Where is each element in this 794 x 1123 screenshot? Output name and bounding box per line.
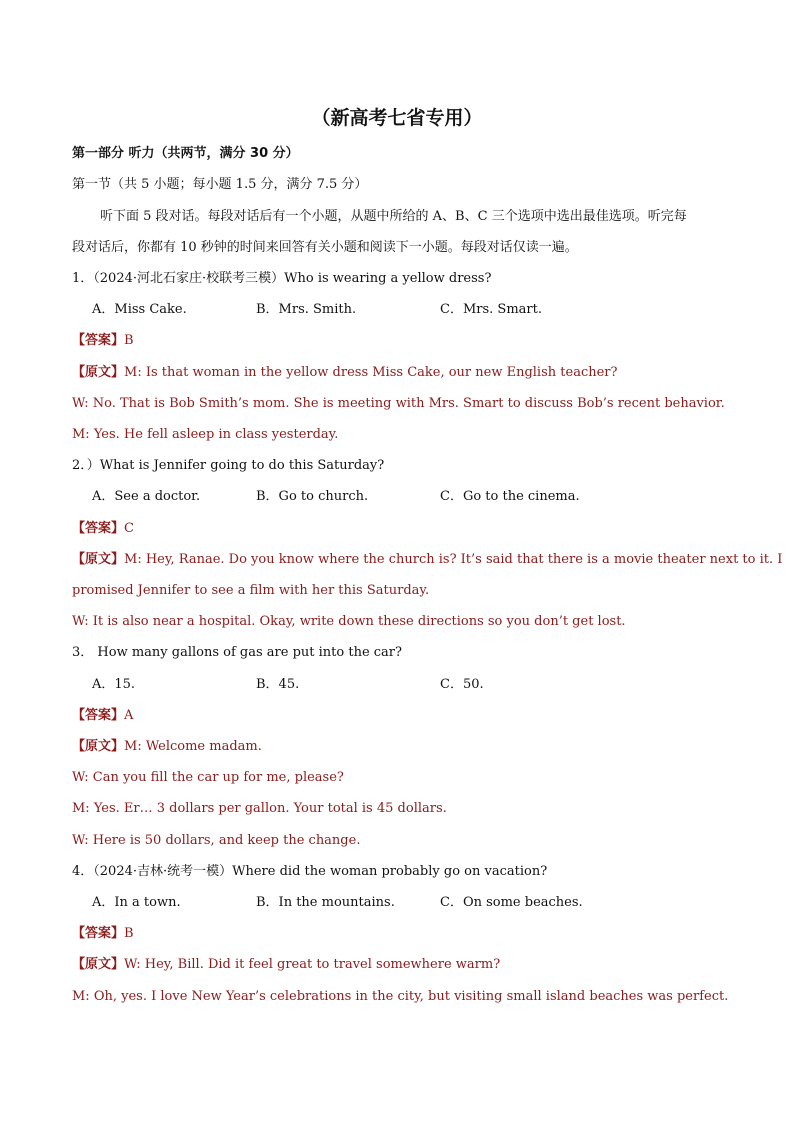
answer-value: B: [124, 926, 134, 941]
page-title: （新高考七省专用）: [311, 107, 483, 129]
question-1-option-a: A．Miss Cake.: [92, 302, 187, 317]
question-4-option-a: A．In a town.: [92, 895, 181, 910]
question-2-answer: [72, 521, 134, 537]
question-1-option-c: C．Mrs. Smart.: [440, 302, 542, 317]
question-3-transcript-line-4: W: Here is 50 dollars, and keep the change.: [72, 833, 361, 848]
question-2-option-c: C．Go to the cinema.: [440, 489, 580, 504]
original-tag: 【原文】: [72, 552, 125, 567]
question-4-transcript-line-1: [72, 957, 500, 973]
question-2-option-a: A．See a doctor.: [92, 489, 201, 504]
original-tag: 【原文】: [72, 365, 125, 380]
answer-tag: 【答案】: [72, 521, 125, 536]
question-2-transcript-line-1: [72, 552, 782, 568]
question-1-transcript-line-2: W: No. That is Bob Smith’s mom. She is meeting with Mrs. Smart to discuss Bob’s recent behavior.: [72, 396, 725, 411]
instructions-line-1: 听下面 5 段对话。每段对话后有一个小题，从题中所给的 A、B、C 三个选项中选出最佳选项。听完每: [100, 209, 687, 224]
answer-value: C: [124, 521, 134, 536]
original-tag: 【原文】: [72, 957, 125, 972]
question-4-stem: 4．（2024·吉林·统考一模）Where did the woman probably go on vacation?: [72, 864, 548, 879]
question-1-transcript-line-3: M: Yes. He fell asleep in class yesterday.: [72, 427, 339, 442]
answer-tag: 【答案】: [72, 333, 125, 348]
transcript-text: W: Hey, Bill. Did it feel great to travel somewhere warm?: [124, 957, 501, 972]
question-2-transcript-line-3: W: It is also near a hospital. Okay, write down these directions so you don’t get lost.: [72, 614, 626, 629]
question-1-stem: 1．（2024·河北石家庄·校联考三模）Who is wearing a yellow dress?: [72, 271, 492, 286]
instructions-line-2: 段对话后，你都有 10 秒钟的时间来回答有关小题和阅读下一小题。每段对话仅读一遍。: [72, 240, 578, 255]
question-4-transcript-line-2: M: Oh, yes. I love New Year’s celebrations in the city, but visiting small island beaches was perfect.: [72, 989, 729, 1004]
answer-tag: 【答案】: [72, 708, 125, 723]
question-2-option-b: B．Go to church.: [256, 489, 369, 504]
question-3-transcript-line-2: W: Can you fill the car up for me, please?: [72, 770, 344, 785]
transcript-text: M: Hey, Ranae. Do you know where the church is? It’s said that there is a movie theater next to it. I: [124, 552, 783, 567]
question-3-transcript-line-1: [72, 739, 262, 755]
question-3-stem: 3． How many gallons of gas are put into the car?: [72, 645, 402, 660]
question-4-option-b: B．In the mountains.: [256, 895, 395, 910]
question-3-option-b: B．45.: [256, 677, 300, 692]
question-4-answer: [72, 926, 134, 942]
question-1-option-b: B．Mrs. Smith.: [256, 302, 357, 317]
part-heading: 第一部分 听力（共两节，满分 30 分）: [72, 146, 299, 161]
answer-value: A: [124, 708, 134, 723]
question-2-transcript-line-2: promised Jennifer to see a film with her this Saturday.: [72, 583, 430, 598]
question-3-answer: [72, 708, 133, 724]
question-2-stem: 2．）What is Jennifer going to do this Saturday?: [72, 458, 385, 473]
question-1-answer: [72, 333, 134, 349]
answer-value: B: [124, 333, 134, 348]
question-3-option-c: C．50.: [440, 677, 484, 692]
question-3-option-a: A．15.: [92, 677, 136, 692]
question-4-option-c: C．On some beaches.: [440, 895, 583, 910]
transcript-text: M: Is that woman in the yellow dress Miss Cake, our new English teacher?: [124, 365, 618, 380]
original-tag: 【原文】: [72, 739, 125, 754]
question-1-transcript-line-1: [72, 365, 617, 381]
transcript-text: M: Welcome madam.: [124, 739, 262, 754]
answer-tag: 【答案】: [72, 926, 125, 941]
section-heading: 第一节（共 5 小题；每小题 1.5 分，满分 7.5 分）: [72, 177, 368, 192]
question-3-transcript-line-3: M: Yes. Er… 3 dollars per gallon. Your total is 45 dollars.: [72, 801, 447, 816]
